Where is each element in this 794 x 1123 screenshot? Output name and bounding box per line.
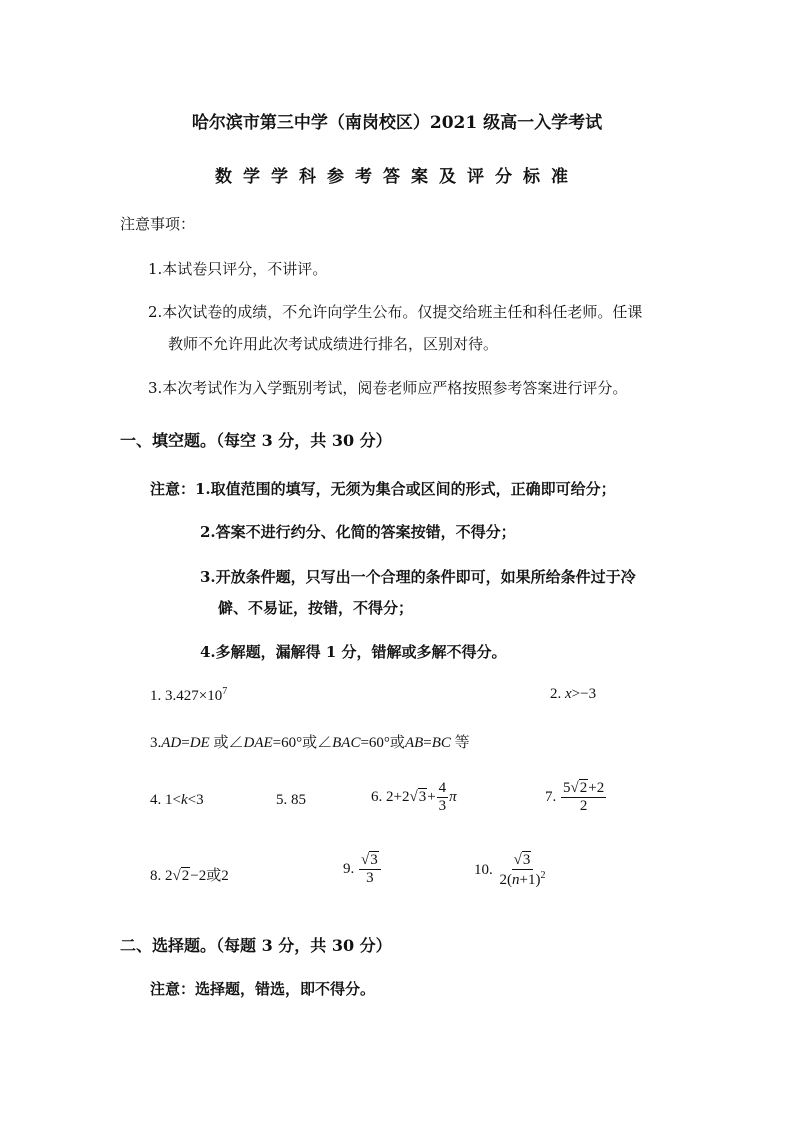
notice-heading: 注意事项： — [120, 215, 196, 233]
answer-9-label: 9. — [343, 861, 355, 878]
answer-3-seg-de: DE — [189, 735, 210, 751]
notice-item-1: 1.本试卷只评分，不讲评。 — [148, 260, 328, 278]
answer-3 — [150, 731, 470, 752]
answer-5 — [276, 792, 306, 809]
answer-3-etc: 等 — [450, 735, 470, 751]
answer-6-numerator: 4 — [437, 780, 449, 798]
answer-8-pre: 2 — [165, 868, 173, 884]
answer-10-sqrt: √3 — [513, 852, 531, 868]
answer-4-pre: 1< — [165, 792, 181, 808]
answer-7-radicand: 2 — [579, 780, 588, 796]
answer-10-fraction — [498, 852, 548, 890]
answer-7-fraction — [561, 780, 606, 816]
answer-8-post: −2或2 — [190, 868, 229, 884]
section1-note-3: 3.开放条件题，只写出一个合理的条件即可，如果所给条件过于冷 — [200, 568, 636, 586]
answer-3-or-2: =60°或∠ — [272, 735, 333, 751]
section2-heading: 二、选择题。（每题 3 分，共 30 分） — [120, 936, 392, 955]
answer-3-label: 3. — [150, 735, 162, 751]
answer-10-radicand: 3 — [522, 852, 531, 868]
answer-8 — [150, 864, 229, 885]
answer-7-sqrt: √2 — [570, 780, 588, 796]
answer-10-denominator — [498, 870, 548, 889]
answer-6-fraction — [437, 780, 449, 816]
answer-9-fraction — [359, 852, 381, 888]
answer-10-den-exponent: 2 — [540, 870, 546, 882]
answer-8-radicand: 2 — [181, 868, 190, 884]
answer-10-den-variable: n — [512, 872, 520, 889]
answer-1-label: 1. — [150, 688, 162, 704]
answer-7-num-post: +2 — [588, 780, 605, 796]
answer-8-sqrt: √2 — [172, 868, 190, 884]
answer-6-denominator: 3 — [438, 798, 447, 815]
document-subtitle: 数学学科参考答案及评分标准 — [215, 167, 579, 187]
answer-9-sqrt: √3 — [361, 852, 378, 868]
answer-6-label: 6. — [371, 789, 383, 806]
answer-4-variable: k — [180, 792, 188, 808]
notice-item-3: 3.本次考试作为入学甄别考试，阅卷老师应严格按照参考答案进行评分。 — [148, 379, 628, 397]
section1-note-2: 2.答案不进行约分、化简的答案按错，不得分； — [200, 523, 516, 541]
answer-10 — [474, 852, 548, 890]
answer-10-numerator — [512, 852, 534, 870]
answer-7-num-coef: 5 — [563, 780, 571, 796]
answer-10-label: 10. — [474, 862, 493, 879]
answer-2 — [550, 686, 596, 703]
answer-1-value: 3.427×10 — [165, 688, 223, 704]
section1-note-3-cont: 僻、不易证，按错，不得分； — [218, 599, 414, 617]
answer-10-den-post: +1) — [519, 872, 541, 889]
document-title: 哈尔滨市第三中学（南岗校区）2021 级高一入学考试 — [191, 113, 603, 133]
answer-3-angle-bac: BAC — [332, 735, 361, 751]
answer-5-label: 5. — [276, 792, 288, 808]
answer-3-or-3: =60°或 — [360, 735, 405, 751]
section1-note-4: 4.多解题，漏解得 1 分，错解或多解不得分。 — [200, 643, 507, 661]
answer-6-pi: π — [449, 789, 457, 806]
section1-heading: 一、填空题。（每空 3 分，共 30 分） — [120, 431, 392, 450]
answer-6-plus: + — [427, 789, 436, 806]
answer-7-label: 7. — [545, 789, 557, 806]
answer-3-angle-dae: DAE — [243, 735, 273, 751]
answer-3-or-1: 或∠ — [209, 735, 244, 751]
section2-note: 注意：选择题，错选，即不得分。 — [150, 980, 376, 998]
answer-9 — [343, 852, 382, 888]
answer-1 — [150, 686, 227, 705]
answer-6 — [371, 780, 457, 816]
answer-6-radicand: 3 — [418, 789, 427, 806]
answer-2-rest: >−3 — [571, 686, 597, 702]
answer-3-seg-ab: AB — [404, 735, 424, 751]
section1-note-1: 注意：1.取值范围的填写，无须为集合或区间的形式，正确即可给分； — [150, 480, 616, 498]
answer-5-value: 85 — [291, 792, 306, 808]
answer-3-eq-1: = — [181, 735, 190, 751]
answer-10-den-pre: 2( — [499, 872, 512, 889]
answer-1-exponent: 7 — [222, 686, 228, 697]
answer-8-label: 8. — [150, 868, 162, 884]
answer-2-label: 2. — [550, 686, 562, 702]
answer-4-post: <3 — [187, 792, 204, 808]
answer-9-denominator: 3 — [366, 870, 374, 887]
answer-6-sqrt: √3 — [409, 789, 427, 806]
answer-7 — [545, 780, 607, 816]
answer-7-numerator — [561, 780, 606, 798]
answer-9-radicand: 3 — [370, 852, 378, 868]
answer-3-eq-2: = — [423, 735, 432, 751]
answer-2-variable: x — [565, 686, 572, 702]
notice-item-2: 2.本次试卷的成绩，不允许向学生公布。仅提交给班主任和科任老师。任课 — [148, 303, 643, 321]
answer-4-label: 4. — [150, 792, 162, 808]
answer-6-pre: 2+2 — [386, 789, 410, 806]
answer-4 — [150, 792, 204, 809]
answer-7-denominator: 2 — [579, 798, 588, 815]
answer-9-numerator — [359, 852, 381, 870]
answer-3-seg-ad: AD — [161, 735, 182, 751]
answer-3-seg-bc: BC — [431, 735, 451, 751]
notice-item-2-cont: 教师不允许用此次考试成绩进行排名，区别对待。 — [168, 335, 499, 353]
